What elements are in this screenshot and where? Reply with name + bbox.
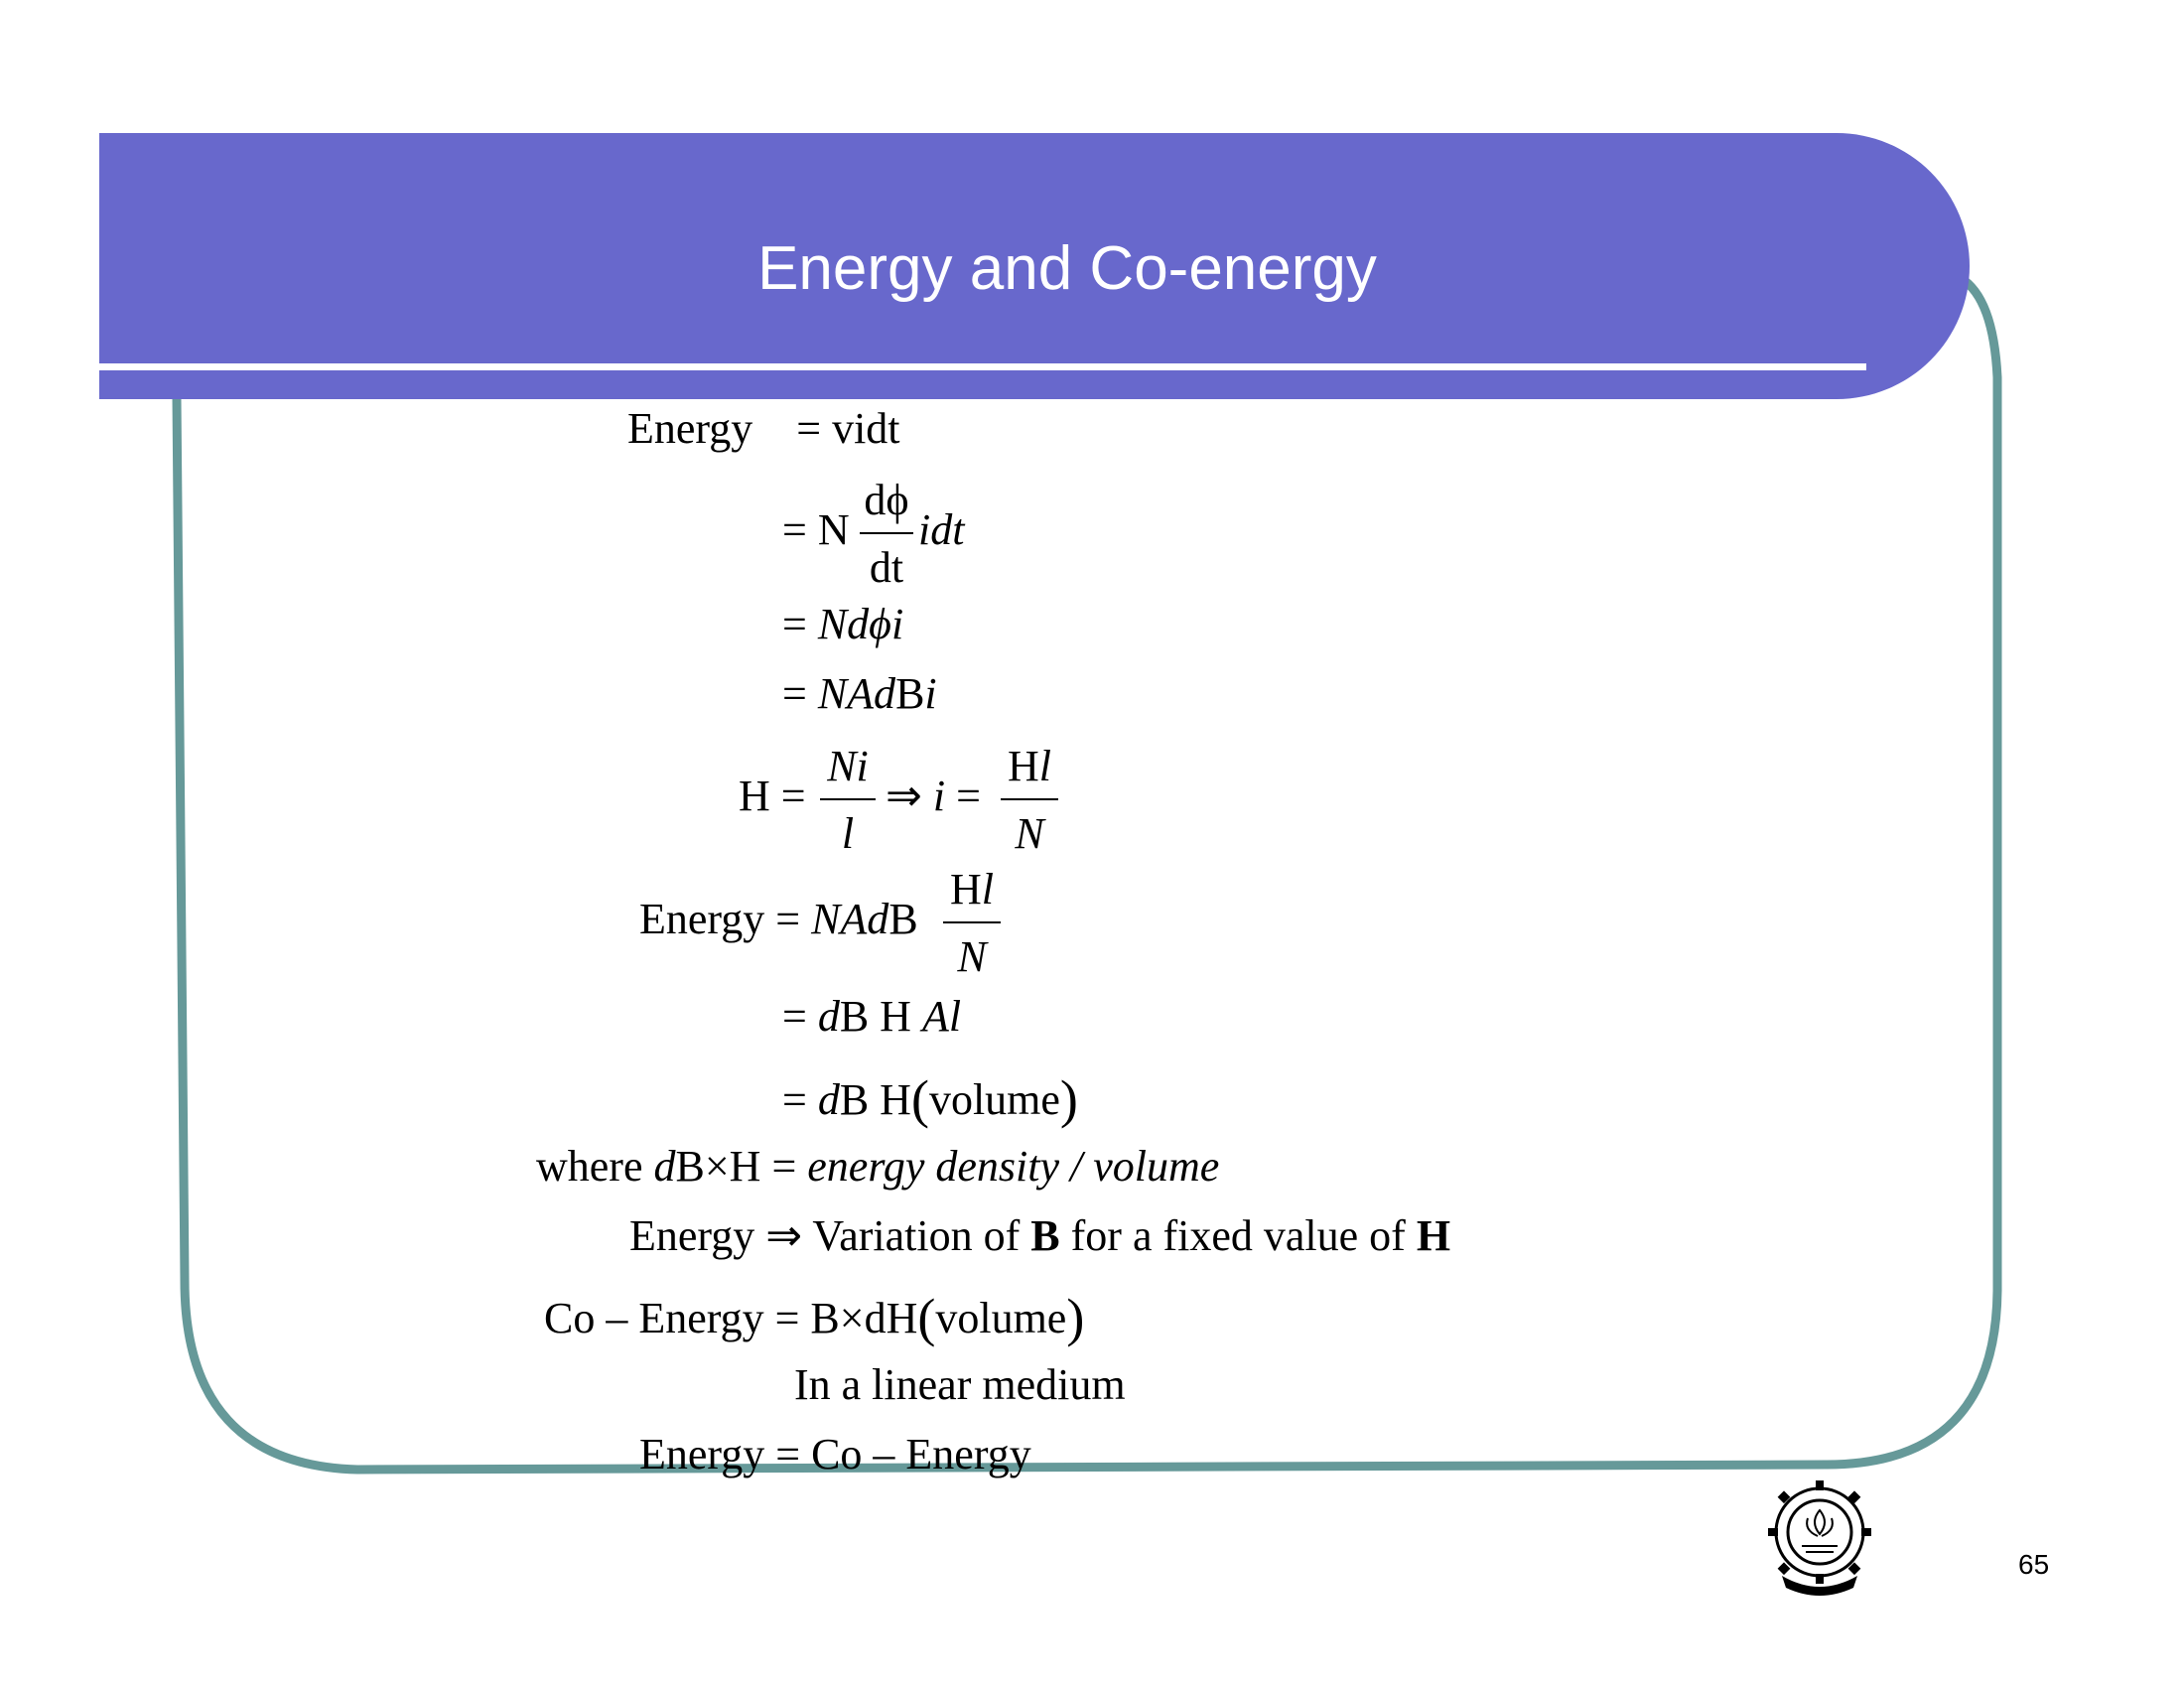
frac-den: dt [860,532,913,590]
eq-expr-c: i [924,669,937,718]
frac-num-h: H [949,865,982,914]
frac-num: Ni [827,742,869,790]
eq-dbhal [782,992,962,1041]
frac-hl-n-2 [943,865,1001,981]
eq-inner: volume [935,1294,1067,1342]
eq-expr-a: NAd [817,669,896,718]
eq-bold-h: H [1416,1211,1451,1260]
paren-open: ( [917,1288,936,1347]
eq-implies-i [886,774,981,818]
frac-den: N [1001,798,1058,856]
frac-ni-l [820,742,876,858]
eq-sign: = [782,600,818,648]
eq-al: Al [921,992,962,1041]
eq-energy-equals-co-energy [639,1430,1031,1478]
institute-emblem-icon [1760,1477,1879,1596]
eq-d: d [817,1075,840,1124]
eq-sign: = [956,772,981,820]
eq-suffix: idt [918,505,965,554]
page-number: 65 [2018,1549,2050,1580]
eq-mid: B×H = [675,1142,808,1191]
frac-hl-n [1001,742,1058,858]
eq-linear-medium [794,1360,1126,1409]
eq-expr-a: NAd [811,895,889,943]
eq-d: d [817,992,840,1041]
eq-nadbi [782,669,937,718]
eq-mid: for a fixed value of [1059,1211,1417,1260]
eq-n-dphi-dt-prefix [782,505,850,554]
frame-outline [177,278,1997,1470]
frac-num [943,865,1001,921]
eq-inner: volume [928,1075,1060,1124]
eq-sign: = [782,1075,818,1124]
frac-num-h: H [1007,742,1039,790]
eq-rest: B H [839,1075,911,1124]
eq-bold-b: B [1030,1211,1060,1260]
eq-d: d [653,1142,676,1191]
paren-close: ) [1059,1069,1078,1129]
eq-rhs: = vidt [796,404,900,453]
eq-var: i [932,772,946,820]
eq-text: Energy = Co – Energy [639,1430,1031,1478]
eq-idt [918,505,965,554]
implies-symbol: ⇒ [886,772,922,820]
eq-where: where [536,1142,654,1191]
eq-where-density [536,1142,1220,1191]
frac-num-l: l [981,865,994,914]
eq-lhs: Energy = [639,895,812,943]
eq-rest: B H [839,992,922,1041]
eq-co-energy [544,1288,1085,1347]
eq-lhs: Energy ⇒ Variation of [629,1211,1031,1260]
frac-dphi-dt [860,476,913,592]
eq-sign: = [782,992,818,1041]
eq-rhs: energy density / volume [807,1142,1220,1191]
eq-energy-variation [629,1211,1451,1260]
eq-prefix: = N [782,505,850,554]
eq-sign: = [782,669,818,718]
frac-num: dϕ [864,476,909,524]
eq-dbh-volume [782,1069,1078,1129]
paren-open: ( [910,1069,929,1129]
slide-title: Energy and Co-energy [757,234,1377,303]
title-underline [99,363,1866,370]
eq-text: In a linear medium [794,1360,1126,1409]
eq-lhs: Energy [627,404,753,453]
frac-den: N [943,921,1001,979]
eq-expr-b: B [895,669,925,718]
eq-expr: Ndϕi [817,600,904,648]
eq-lhs: H = [739,772,806,820]
eq-ndphii [782,600,904,648]
eq-expr-b: B [888,895,918,943]
eq-energy-vidt [627,404,900,453]
eq-lhs: Co – Energy = B×dH [544,1294,918,1342]
eq-energy-nadb [639,895,918,943]
frac-num [1001,742,1058,798]
frac-num-l: l [1038,742,1051,790]
paren-close: ) [1066,1288,1085,1347]
eq-h-lhs [739,774,806,818]
frac-den: l [820,798,876,856]
